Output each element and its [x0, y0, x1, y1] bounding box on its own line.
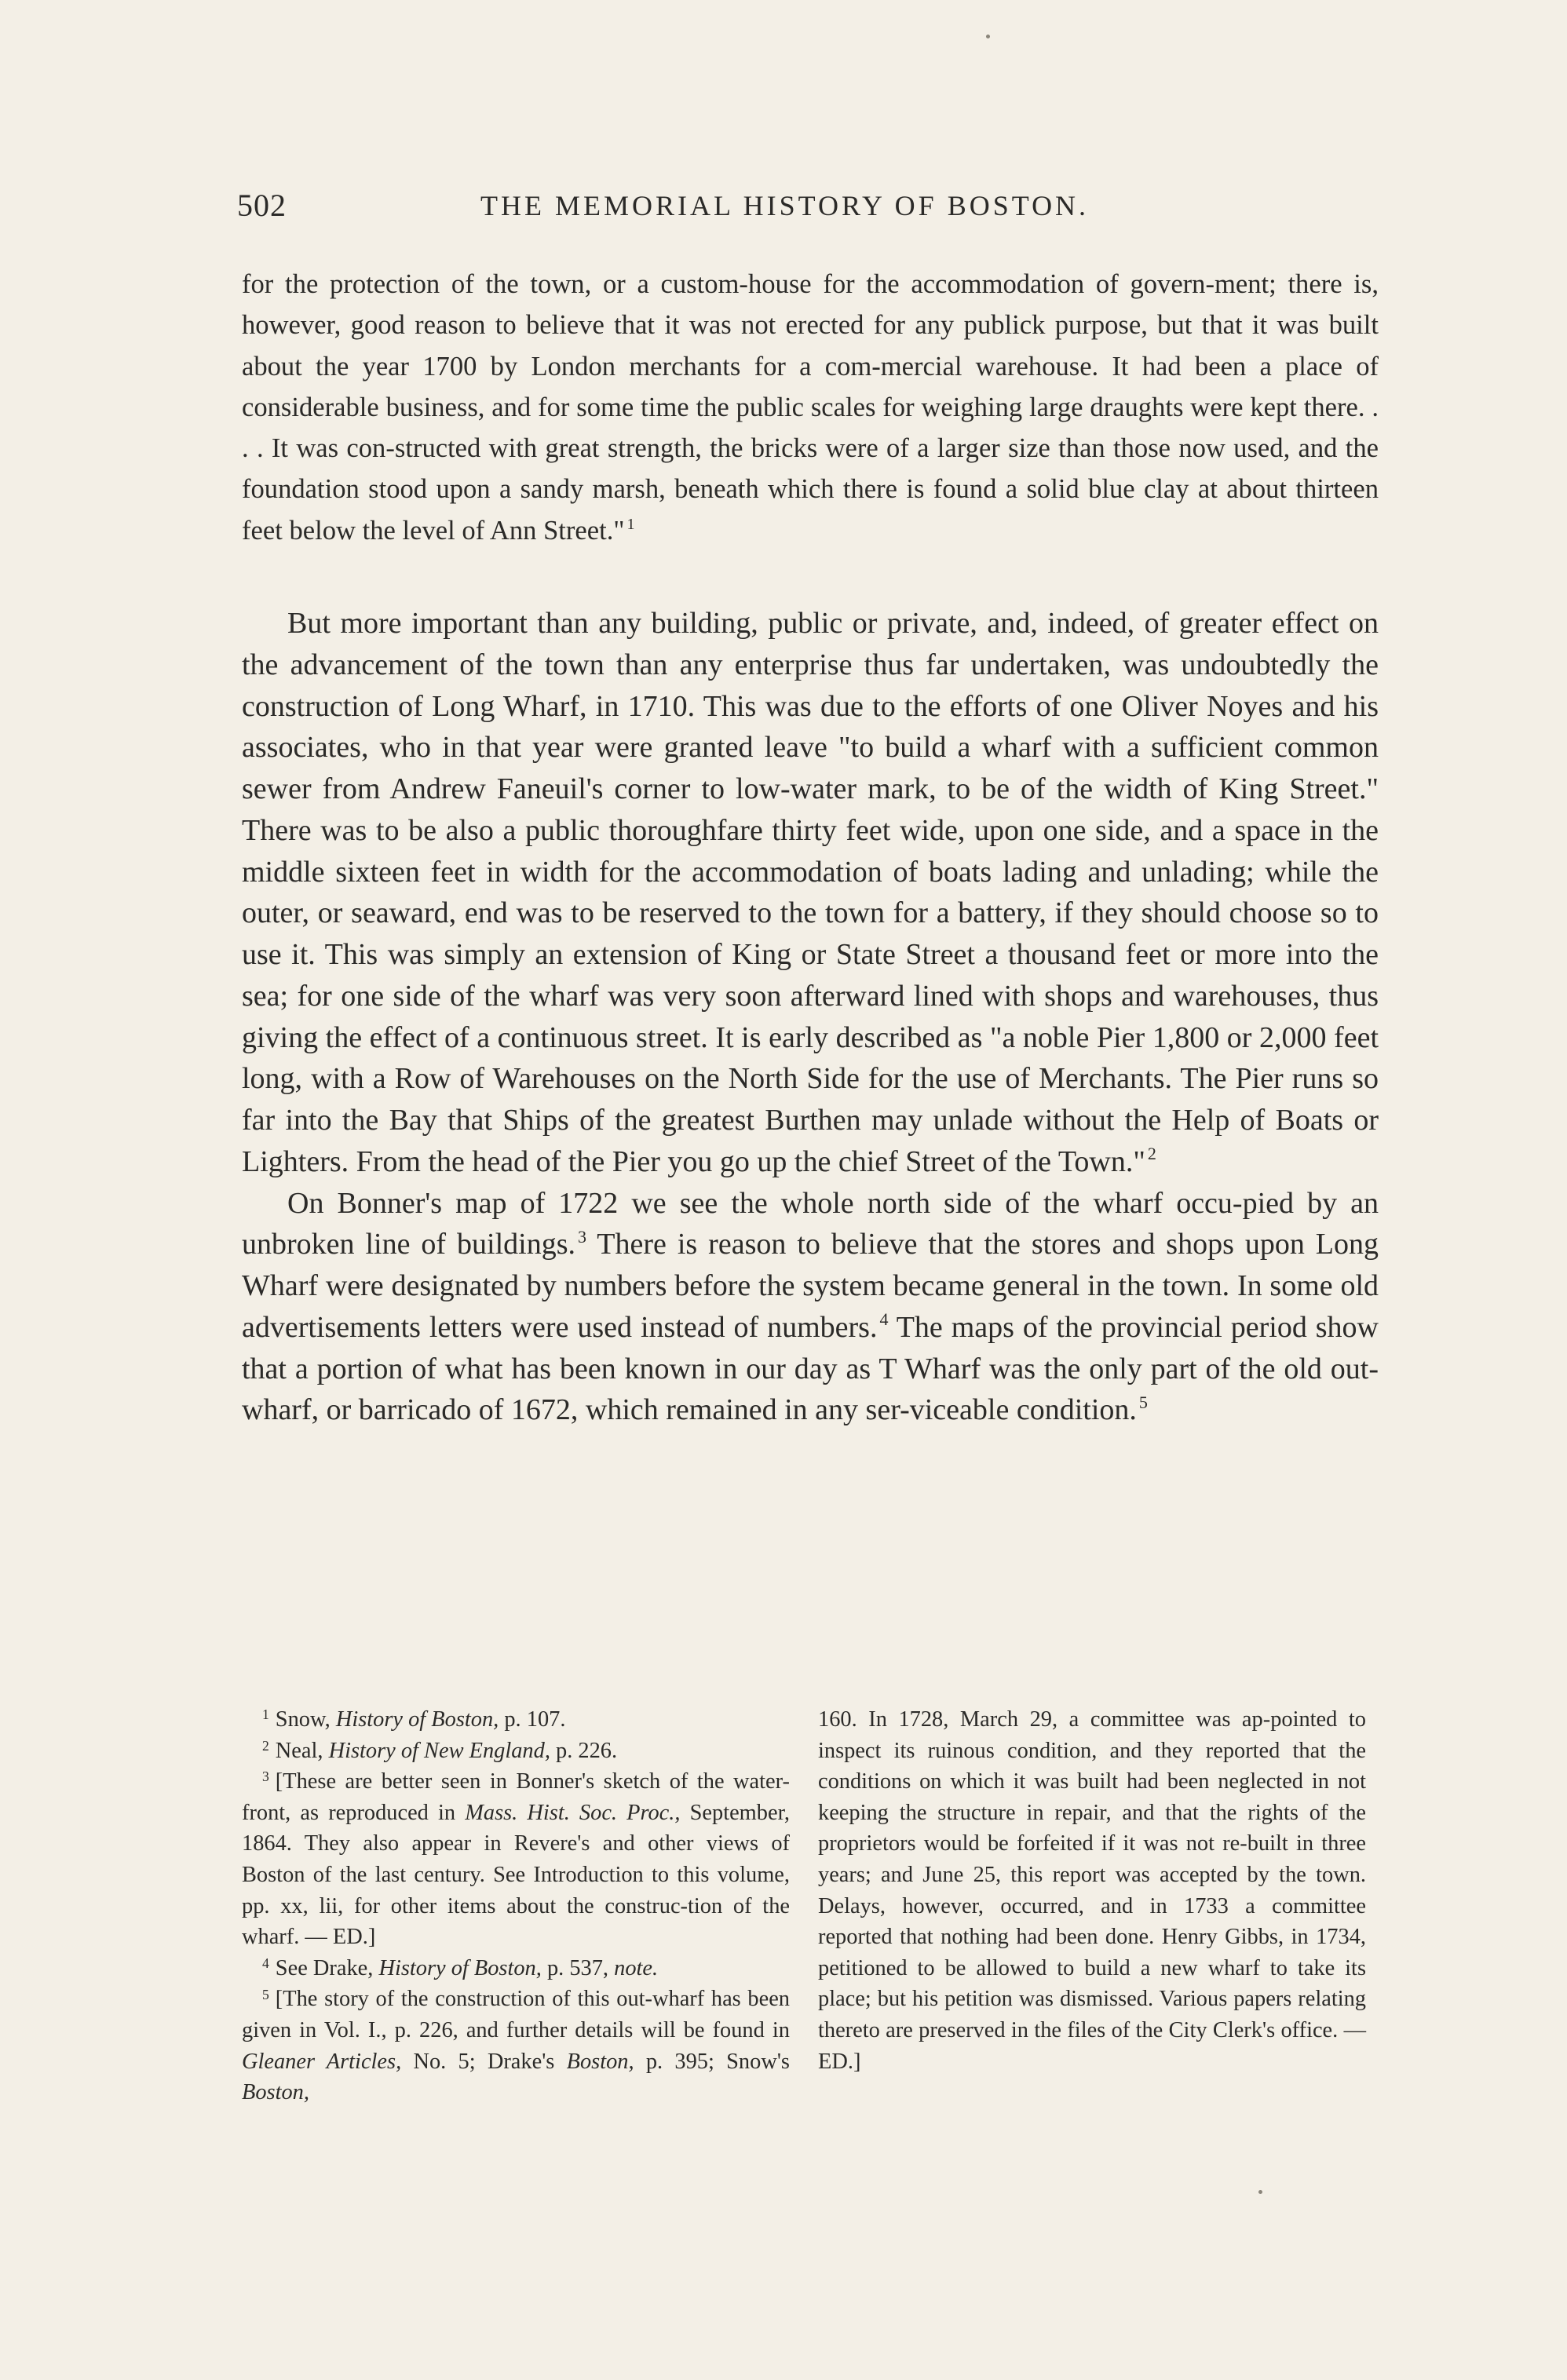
footnote-number: 2 [262, 1737, 269, 1754]
footnote-title: History of Boston, [335, 1707, 499, 1732]
footnote-ref: 4 [879, 1309, 889, 1330]
paragraph-long-wharf [242, 603, 1379, 1183]
footnote-number: 1 [262, 1707, 269, 1723]
footnote-text: See Drake, [275, 1955, 379, 1980]
footnote-1 [242, 1704, 790, 1736]
quote-text: for the protection of the town, or a custom-house for the accommodation of govern-ment; there is, however, good reason to believe that it was not erected for any publick purpose, but that it was built about the year 1700 by London merchants for a com-mercial warehouse. It had been a place of considerable business, and for some time the public scales for weighing large draughts were kept there. . . . It was con-structed with great strength, the bricks were of a larger size than those now used, and the foundation stood upon a sandy marsh, beneath which there is found a solid blue clay at about thirteen feet below the level of Ann Street." [242, 269, 1379, 546]
footnotes-right-column [818, 1704, 1366, 2077]
footnotes-left-column [242, 1704, 790, 2108]
footnote-text: p. 395; Snow's [634, 2049, 790, 2074]
footnote-number: 5 [262, 1986, 269, 2002]
footnote-text: p. 226. [550, 1738, 618, 1763]
running-title: THE MEMORIAL HISTORY OF BOSTON. [480, 190, 1090, 221]
footnote-4 [242, 1953, 790, 1984]
paragraph-text: But more important than any building, public or private, and, indeed, of greater effect on the advancement of the town than any enterprise thus far undertaken, was undoubtedly the construction of Long Wharf, in 1710. This was due to the efforts of one Oliver Noyes and his associates, who in that year were granted leave "to build a wharf with a sufficient common sewer from Andrew Faneuil's corner to low-water mark, to be of the width of King Street." There was to be also a public thoroughfare thirty feet wide, upon one side, and a space in the middle sixteen feet in width for the accommodation of boats lading and unlading; while the outer, or seaward, end was to be reserved to the town for a battery, if they should choose so to use it. This was simply an extension of King or State Street a thousand feet or more into the sea; for one side of the wharf was very soon afterward lined with shops and warehouses, thus giving the effect of a continuous street. It is early described as "a noble Pier 1,800 or 2,000 feet long, with a Row of Warehouses on the North Side for the use of Merchants. The Pier runs so far into the Bay that Ships of the greatest Burthen may unlade without the Help of Boats or Lighters. From the head of the Pier you go up the chief Street of the Town." [242, 607, 1379, 1178]
footnote-title: Boston, [242, 2080, 309, 2105]
footnote-ref: 5 [1138, 1392, 1148, 1412]
footnote-text: [The story of the construction of this out-wharf has been given in Vol. I., p. 226, and further details will be found in [242, 1987, 790, 2042]
footnote-title: Boston, [566, 2049, 634, 2074]
footnote-title: note. [614, 1955, 659, 1980]
footnote-text: p. 107. [499, 1707, 566, 1732]
footnote-text: No. 5; Drake's [401, 2049, 567, 2074]
paragraph-text: The maps of the provincial period show that a portion of what has been known in our day as T Wharf was the only part of the old out-wharf, or barricado of 1672, which remained in any ser-viceable condition. [242, 1310, 1379, 1427]
footnotes [242, 1704, 1379, 2159]
footnote-5 [242, 1984, 790, 2108]
footnote-title: History of New England, [328, 1738, 550, 1763]
main-text [242, 603, 1379, 1431]
page-header [237, 187, 1383, 234]
footnote-3 [242, 1766, 790, 1953]
paragraph-bonner-map [242, 1183, 1379, 1432]
footnote-ref: 1 [626, 515, 635, 533]
quote-paragraph [242, 264, 1379, 551]
footnote-ref: 2 [1147, 1144, 1156, 1164]
footnote-text: September, 1864. They also appear in Revere's and other views of Boston of the last century. See Introduction to this volume, pp. xx, lii, for other items about the construc-tion of the wharf. — ED.] [242, 1800, 790, 1950]
footnote-number: 4 [262, 1955, 269, 1971]
page-speck [1258, 2190, 1262, 2194]
paragraph-text: On Bonner's map of 1722 we see the whole north side of the wharf occu-pied by an unbroken line of buildings. [242, 1186, 1379, 1261]
page-speck [986, 35, 990, 38]
footnote-title: Gleaner Articles, [242, 2049, 402, 2074]
footnote-2 [242, 1736, 790, 1767]
footnote-text: Snow, [275, 1707, 336, 1732]
footnote-text: Neal, [275, 1738, 329, 1763]
footnote-text: [These are better seen in Bonner's sketch of the water-front, as reproduced in [242, 1769, 790, 1825]
footnote-title: History of Boston, [378, 1955, 542, 1980]
paragraph-text: There is reason to believe that the stores and shops upon Long Wharf were designated by numbers before the system became general in the town. In some old advertisements letters were used instead of numbers. [242, 1228, 1379, 1344]
footnote-title: Mass. Hist. Soc. Proc., [465, 1800, 681, 1825]
footnote-5-continued: 160. In 1728, March 29, a committee was ap-pointed to inspect its ruinous condition, and they reported that the conditions on which it was built had been neglected in not keeping the structure in repair, and that the rights of the proprietors would be forfeited if it was not re-built in three years; and June 25, this report was accepted by the town. Delays, however, occurred, and in 1733 a committee reported that nothing had been done. Henry Gibbs, in 1734, petitioned to be allowed to build a new wharf to take its place; but his petition was dismissed. Various papers relating thereto are preserved in the files of the City Clerk's office. — ED.] [818, 1707, 1366, 2074]
quoted-passage [242, 264, 1379, 551]
footnote-text: p. 537, [541, 1955, 615, 1980]
page-number: 502 [237, 188, 287, 223]
footnote-number: 3 [262, 1769, 269, 1785]
footnote-ref: 3 [578, 1226, 587, 1247]
